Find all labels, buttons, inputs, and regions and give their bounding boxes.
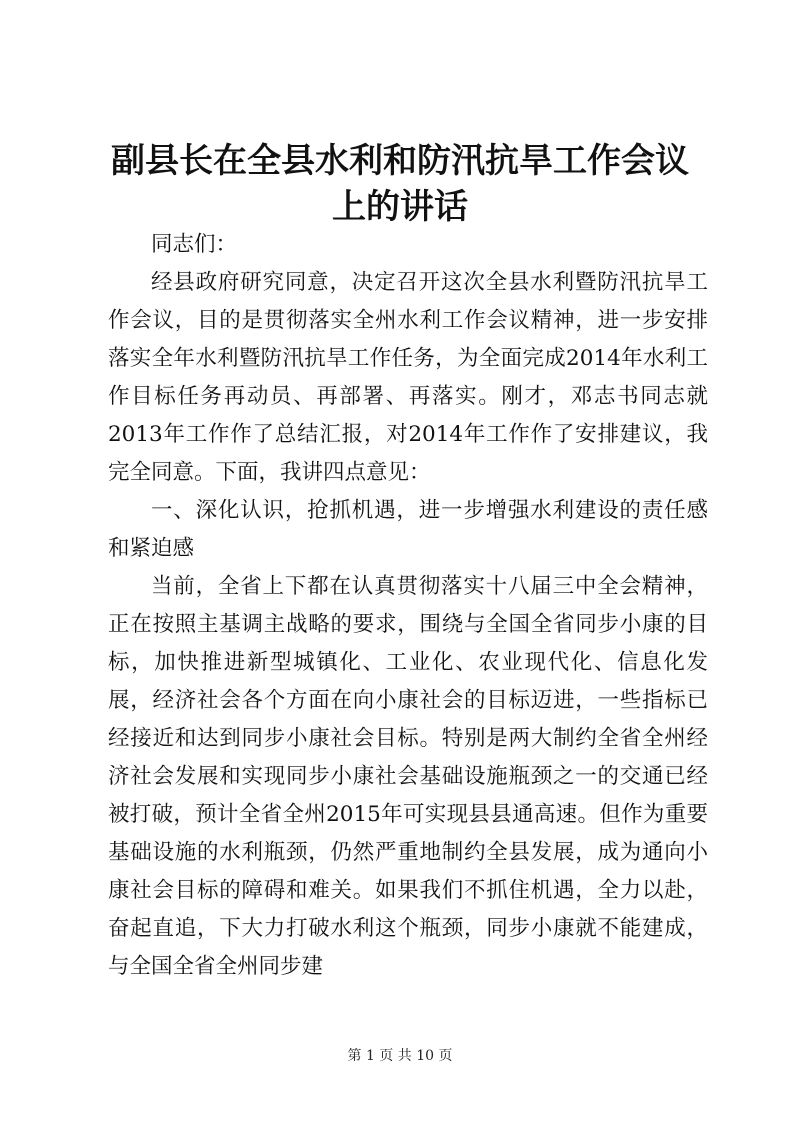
body-paragraph: 当前，全省上下都在认真贯彻落实十八届三中全会精神，正在按照主基调主战略的要求，围绕与全国全省同步小康的目标，加快推进新型城镇化、工业化、农业现代化、信息化发展，经济社会各个方面在向小康社会的目标迈进，一些指标已经接近和达到同步小康社会目标。特别是两大制约全省全州经济社会发展和实现同步小康社会基础设施瓶颈之一的交通已经被打破，预计全省全州2015年可实现县县通高速。但作为重要基础设施的水利瓶颈，仍然严重地制约全县发展，成为通向小康社会目标的障碍和难关。如果我们不抓住机遇，全力以赴，奋起直追，下大力打破水利这个瓶颈，同步小康就不能建成，与全国全省全州同步建	[108, 574, 708, 979]
page-number-footer: 第 1 页 共 10 页	[347, 1048, 453, 1064]
document-title: 副县长在全县水利和防汛抗旱工作会议上的讲话	[111, 141, 689, 227]
intro-paragraph: 经县政府研究同意，决定召开这次全县水利暨防汛抗旱工作会议，目的是贯彻落实全州水利工作会议精神，进一步安排落实全年水利暨防汛抗旱工作任务，为全面完成2014年水利工作目标任务再动员、再部署、再落实。刚才，邓志书同志就2013年工作作了总结汇报，对2014年工作作了安排建议，我完全同意。下面，我讲四点意见：	[108, 270, 708, 485]
document-body	[108, 226, 708, 986]
section-heading-1: 一、深化认识，抢抓机遇，进一步增强水利建设的责任感和紧迫感	[108, 498, 708, 561]
salutation-paragraph: 同志们：	[151, 232, 238, 257]
